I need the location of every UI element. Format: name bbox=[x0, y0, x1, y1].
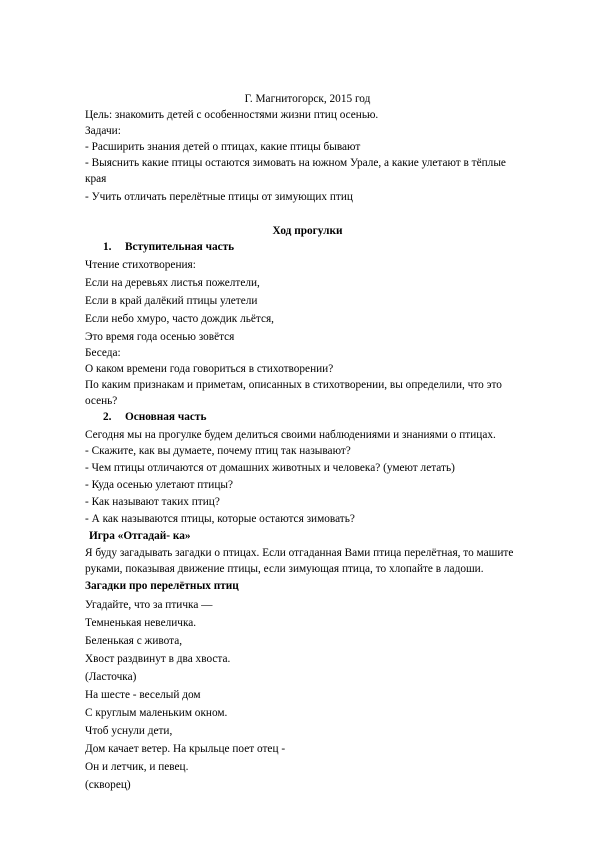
walk-title: Ход прогулки bbox=[272, 225, 343, 237]
poem-line: Если на деревьях листья пожелтели, bbox=[85, 277, 260, 289]
goal-text: Цель: знакомить детей с особенностями жизни птиц осенью. bbox=[85, 109, 379, 121]
talk-question: О каком времени года говориться в стихотворении? bbox=[85, 363, 334, 375]
talk-label: Беседа: bbox=[85, 347, 121, 359]
task-item-continuation: края bbox=[85, 173, 107, 185]
riddle-answer: (скворец) bbox=[85, 779, 131, 791]
riddle-line: Беленькая с живота, bbox=[85, 635, 183, 647]
game-title: Игра «Отгадай- ка» bbox=[89, 530, 191, 542]
riddle-line: С круглым маленьким окном. bbox=[85, 707, 228, 719]
section-number: 1. bbox=[103, 241, 112, 253]
section-number: 2. bbox=[103, 411, 112, 423]
riddle-line: Хвост раздвинут в два хвоста. bbox=[85, 653, 231, 665]
game-rules: Я буду загадывать загадки о птицах. Если отгаданная Вами птица перелётная, то машите bbox=[85, 547, 514, 559]
main-intro: Сегодня мы на прогулке будем делиться своими наблюдениями и знаниями о птицах. bbox=[85, 429, 496, 441]
poem-line: Это время года осенью зовётся bbox=[85, 331, 235, 343]
task-item: - Выяснить какие птицы остаются зимовать на южном Урале, а какие улетают в тёплые bbox=[85, 157, 506, 169]
task-item: - Учить отличать перелётные птицы от зимующих птиц bbox=[85, 191, 353, 203]
question-item: - Скажите, как вы думаете, почему птиц так называют? bbox=[85, 445, 351, 457]
poem-line: Если небо хмуро, часто дождик льётся, bbox=[85, 313, 275, 325]
question-item: - Куда осенью улетают птицы? bbox=[85, 479, 233, 491]
task-item: - Расширить знания детей о птицах, какие птицы бывают bbox=[85, 141, 361, 153]
talk-question-continuation: осень? bbox=[85, 395, 118, 407]
section-title: Основная часть bbox=[125, 411, 207, 423]
question-item: - Чем птицы отличаются от домашних животных и человека? (умеют летать) bbox=[85, 462, 455, 474]
riddle-line: Чтоб уснули дети, bbox=[85, 725, 173, 737]
section-heading-main bbox=[103, 410, 548, 425]
riddle-line: Темненькая невеличка. bbox=[85, 617, 197, 629]
game-rules-continuation: руками, показывая движение птицы, если зимующая птица, то хлопайте в ладоши. bbox=[85, 563, 484, 575]
section-title: Вступительная часть bbox=[125, 241, 235, 253]
riddle-line: Угадайте, что за птичка — bbox=[85, 599, 213, 611]
poem-label: Чтение стихотворения: bbox=[85, 259, 196, 271]
question-item: - А как называются птицы, которые остаются зимовать? bbox=[85, 513, 355, 525]
riddle-line: На шесте - веселый дом bbox=[85, 689, 201, 701]
question-item: - Как называют таких птиц? bbox=[85, 496, 220, 508]
city-year-heading: Г. Магнитогорск, 2015 год bbox=[244, 93, 371, 105]
talk-question: По каким признакам и приметам, описанных в стихотворении, вы определили, что это bbox=[85, 379, 502, 391]
riddle-answer: (Ласточка) bbox=[85, 671, 137, 683]
poem-line: Если в край далёкий птицы улетели bbox=[85, 295, 258, 307]
riddle-line: Дом качает ветер. На крыльце поет отец - bbox=[85, 743, 286, 755]
section-heading-intro bbox=[103, 240, 548, 255]
riddles-title: Загадки про перелётных птиц bbox=[85, 580, 239, 592]
tasks-label: Задачи: bbox=[85, 125, 121, 137]
riddle-line: Он и летчик, и певец. bbox=[85, 761, 189, 773]
